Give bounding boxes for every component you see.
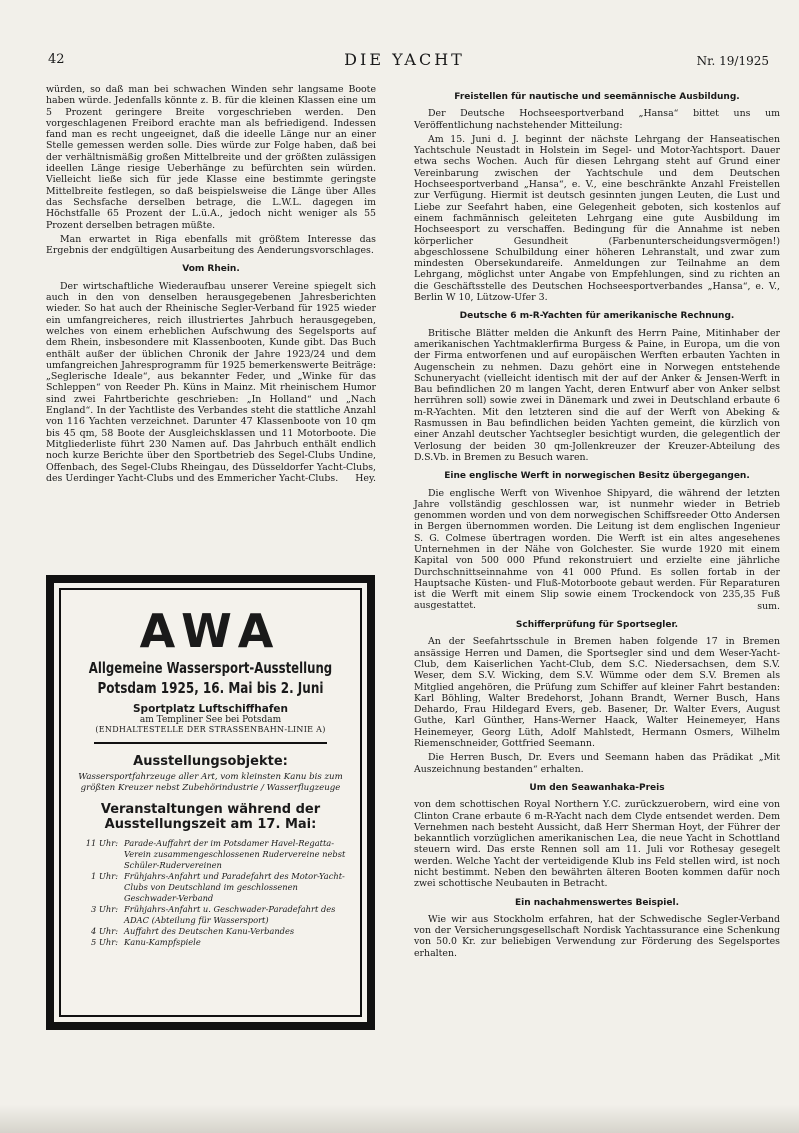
schedule-time: 1 Uhr: <box>90 871 118 881</box>
article-paragraph: Wie wir aus Stockholm erfahren, hat der Schwedische Segler-Verband von der Versicherungsgesellschaft Nordisk Yachtassurance eine Schenkung von 50.0 Kr. zur beliebigen Verwendung zur Förderung des Segelsportes erhalten. <box>414 913 780 959</box>
issue-number: Nr. 19/1925 <box>696 54 769 68</box>
schedule-event: Kanu-Kampfspiele <box>124 937 201 947</box>
left-column <box>46 84 376 484</box>
ad-title: Allgemeine Wassersport-Ausstellung <box>88 659 333 677</box>
schedule-time: 11 Uhr: <box>85 838 118 848</box>
article-paragraph: Am 15. Juni d. J. beginnt der nächste Lehrgang der Hanseatischen Yachtschule Neustadt in Holstein im Segel- und Motor-Yachtsport. Dauer etwa sechs Wochen. Auch für diesen Lehrgang steht auf Grund einer Vereinbarung zwischen der Yachtschule und dem Deutschen Hochseesportverband „Hansa“, e. V., eine beschränkte Anzahl Freistellen zur Verfügung. Hiermit ist deutsch gesinnten jungen Leuten, die Lust und Liebe zur Seefahrt haben, eine Gelegenheit geboten, sich kostenlos auf einem fachmännisch geleiteten Lehrgang eine gute Ausbildung im Hochseesport zu verschaffen. Bedingung für die Annahme ist neben körperlicher Gesundheit (Farbenunterscheidungsvermögen!) abgeschlossene Schulbildung einer höheren Lehranstalt, und zwar zum mindesten Obersekundareife. Anmeldungen zur Teilnahme an dem Lehrgang, möglichst unter Angabe von Empfehlungen, sind zu richten an die Geschäftsstelle des Deutschen Hochseesportverbandes „Hansa“, e. V., Berlin W 10, Lützow-Ufer 3. <box>414 133 780 304</box>
article-heading: Eine englische Werft in norwegischen Besitz übergegangen. <box>444 471 750 482</box>
schedule-event: Parade-Auffahrt der im Potsdamer Havel-Regatta-Verein zusammengeschlossenen Rudervereine nebst Schüler-Rudervereinen <box>124 838 346 870</box>
article-paragraph: würden, so daß man bei schwachen Winden sehr langsame Boote haben würde. Jedenfalls könnte z. B. für die kleinen Klassen eine um 5 Prozent geringere Breite vorgeschrieben werden. Den vorgeschlagenen Freibord erachte man als befriedigend. Indessen fand man es recht ungeeignet, daß die ideelle Länge nur an einer Stelle gemessen werden solle. Dies würde zur Folge haben, daß bei der verhältnismäßig großen Mittelbreite und der größten zulässigen ideellen Länge riesige Ueberhänge zu befürchten sein würden. Vielleicht ließe sich für jede Klasse eine bestimmte geringste Mittelbreite festlegen, so daß beispielsweise die Länge über Alles das Sechsfache derselben betrage, die L.W.L. dagegen im Höchstfalle 65 Prozent der L.ü.A., jedoch nicht weniger als 55 Prozent derselben betragen müßte. <box>46 84 376 231</box>
article-heading: Freistellen für nautische und seemännische Ausbildung. <box>454 92 740 102</box>
ad-venue-note: (ENDHALTESTELLE DER STRASSENBAHN-LINIE A) <box>95 725 326 734</box>
schedule-time: 5 Uhr: <box>90 937 118 947</box>
page-number: 42 <box>48 52 65 67</box>
article-paragraph: von dem schottischen Royal Northern Y.C. zurückzuerobern, wird eine von Clinton Crane erbaute 6 m-R-Yacht nach dem Clyde entsendet werden. Dem Vernehmen nach besteht Aussicht, daß Herr Sherman Hoyt, der Führer der bekanntlich vorzüglichen amerikanischen Lea, die neue Yacht in Schottland steuern wird. Das erste Rennen soll am 11. Juli vor Rothesay gesegelt werden. Welche Yacht der verteidigende Klub ins Feld stellen wird, ist noch nicht bestimmt. Neben den bewährten älteren Booten kommen dafür noch zwei schottische Neubauten in Betracht. <box>414 799 780 890</box>
article-paragraph: Der wirtschaftliche Wiederaufbau unserer Vereine spiegelt sich auch in den von denselben herausgegebenen Jahresberichten wieder. So hat auch der Rheinische Segler-Verband für 1925 wieder ein umfangreicheres, reich illustriertes Jahrbuch herausgegeben, welches von einem erheblichen Aufschwung des Segelsports auf dem Rhein, insbesondere mit Klassenbooten, Kunde gibt. Das Buch enthält außer der üblichen Chronik der Jahre 1923/24 und dem umfangreichen Jahresprogramm für 1925 bemerkenswerte Beiträge: „Seglerische Ideale“, aus bekannter Feder, und „Winke für das Schleppen“ von Reeder Ph. Küns in Mainz. Mit rheinischem Humor sind zwei Fahrtberichte geschrieben: „In Holland“ und „Nach England“. In der Yachtliste des Verbandes steht die stattliche Anzahl von 116 Yachten verzeichnet. Darunter 47 Klassenboote von 10 qm bis 45 qm, 58 Boote der Ausgleichsklassen und 11 Motorboote. Die Mitgliederliste führt 230 Namen auf. Das Jahrbuch enthält endlich noch kurze Berichte über den Sportbetrieb des Segel-Clubs Undine, Offenbach, des Segel-Clubs Rheingau, des Düsseldorfer Yacht-Clubs, des Uerdinger Yacht-Clubs und des Emmericher Yacht-Clubs. <box>46 280 376 484</box>
article-heading-rhein: Vom Rhein. <box>182 264 240 275</box>
schedule-row <box>74 937 347 948</box>
ad-venue-sub: am Templiner See bei Potsdam <box>139 715 282 725</box>
article-signature: Hey. <box>355 473 376 485</box>
article-paragraph: Man erwartet in Riga ebenfalls mit größtem Interesse das Ergebnis der endgültigen Ausarbeitung des Aenderungsvorschlages. <box>46 233 376 257</box>
article-heading: Schifferprüfung für Sportsegler. <box>515 620 679 631</box>
schedule-event: Frühjahrs-Anfahrt und Paradefahrt des Motor-Yacht-Clubs von Deutschland im geschlossenen Geschwader-Verband <box>124 871 345 903</box>
ad-events-heading-line: Veranstaltungen während der <box>100 802 321 817</box>
ad-venue: Sportplatz Luftschiffhafen <box>132 703 288 715</box>
schedule-event: Auffahrt des Deutschen Kanu-Verbandes <box>124 926 295 936</box>
schedule-time: 3 Uhr: <box>90 904 118 914</box>
article-heading: Ein nachahmenswertes Beispiel. <box>514 897 680 908</box>
article-paragraph: Die englische Werft von Wivenhoe Shipyard, die während der letzten Jahre vollständig geschlossen war, ist nunmehr wieder in Betrieb genommen worden und von dem norwegischen Schiffsreeder Otto Andersen in Bergen übernommen worden. Die Leitung ist dem englischen Ingenieur S. G. Colmese übertragen worden. Die Werft ist ein altes angesehenes Unternehmen in der Nähe von Golchester. Sie wurde 1920 mit einem Kapital von 500 000 Pfund rekonstruiert und erzielte eine jährliche Durchschnittseinnahme von 41 000 Pfund. Es sollen fortab in der Hauptsache Küsten- und Fluß-Motorboote gebaut werden. Für Reparaturen ist die Werft mit einem Slip sowie einem Trockendock von 235,35 Fuß ausgestattet. <box>414 487 780 612</box>
article-heading: Deutsche 6 m-R-Yachten für amerikanische Rechnung. <box>459 311 735 322</box>
article-paragraph: Britische Blätter melden die Ankunft des Herrn Paine, Mitinhaber der amerikanischen Yachtmaklerfirma Burgess & Paine, in Europa, um die von der Firma entworfenen und auf europäischen Werften erbauten Yachten in Augenschein zu nehmen. Dazu gehört eine in Norwegen entstehende Schuneryacht (vielleicht identisch mit der auf der Anker & Jensen-Werft in Bau befindlichen 20 m langen Yacht, deren Entwurf aber von Anker selbst herrühren soll) sowie zwei in Dänemark und zwei in Deutschland erbaute 6 m-R-Yachten. Mit den letzteren sind die auf der Werft von Abeking & Rasmussen in Bau befindlichen beiden Yachten gemeint, die kürzlich von einer Anzahl deutscher Yachtsegler besichtigt wurden, die gelegentlich der Verlosung der beiden 30 qm-Jollenkreuzer der Kreuzer-Abteilung des D.S.Vb. in Bremen zu Besuch waren. <box>414 327 780 463</box>
page-edge <box>0 1105 799 1133</box>
awa-advertisement <box>46 575 375 1030</box>
schedule-row <box>74 871 347 904</box>
schedule-event: Frühjahrs-Anfahrt u. Geschwader-Paradefahrt des ADAC (Abteilung für Wassersport) <box>124 904 336 925</box>
ad-events-heading <box>74 802 347 832</box>
schedule-row <box>74 904 347 926</box>
ad-objects-text: Wassersportfahrzeuge aller Art, vom kleinsten Kanu bis zum größten Kreuzer nebst Zubehörindustrie / Wasserflugzeuge <box>78 772 343 793</box>
ad-schedule <box>74 838 347 948</box>
page-header <box>40 50 769 74</box>
ad-divider <box>94 742 327 744</box>
article-paragraph: Der Deutsche Hochseesportverband „Hansa“ bittet uns um Veröffentlichung nachstehender Mitteilung: <box>414 108 780 131</box>
article-signature: sum. <box>757 600 780 612</box>
article-paragraph: An der Seefahrtsschule in Bremen haben folgende 17 in Bremen ansässige Herren und Damen, die Sportsegler sind und dem Weser-Yacht-Club, dem Kaiserlichen Yacht-Club, dem S.C. Niedersachsen, dem S.V. Weser, dem S.V. Wicking, dem S.V. Wümme oder dem S.V. Bremen als Mitglied angehören, die Prüfung zum Schiffer auf kleiner Fahrt bestanden: Karl Böhling, Walter Bredehorst, Johann Brandt, Werner Busch, Hans Dehardo, Frau Hildegard Evers, geb. Basener, Dr. Walter Evers, August Guthe, Karl Günther, Hans-Werner Haack, Walter Heinemeyer, Hans Heinemeyer, Georg Lüth, Adolf Mahlstedt, Hermann Osmers, Wilhelm Riemenschneider, Gottfried Seemann. <box>414 636 780 750</box>
article-heading: Um den Seawanhaka-Preis <box>529 782 665 793</box>
schedule-row <box>74 838 347 871</box>
ad-logo: AWA <box>139 604 282 658</box>
journal-title: DIE YACHT <box>344 50 465 69</box>
ad-events-heading-line: Ausstellungszeit am 17. Mai: <box>104 817 317 832</box>
ad-dates: Potsdam 1925, 16. Mai bis 2. Juni <box>97 679 324 697</box>
article-paragraph: Die Herren Busch, Dr. Evers und Seemann haben das Prädikat „Mit Auszeichnung bestanden“ erhalten. <box>414 752 780 775</box>
ad-objects-heading: Ausstellungsobjekte: <box>133 754 288 769</box>
right-column <box>414 92 780 962</box>
schedule-row <box>74 926 347 937</box>
schedule-time: 4 Uhr: <box>90 926 118 936</box>
